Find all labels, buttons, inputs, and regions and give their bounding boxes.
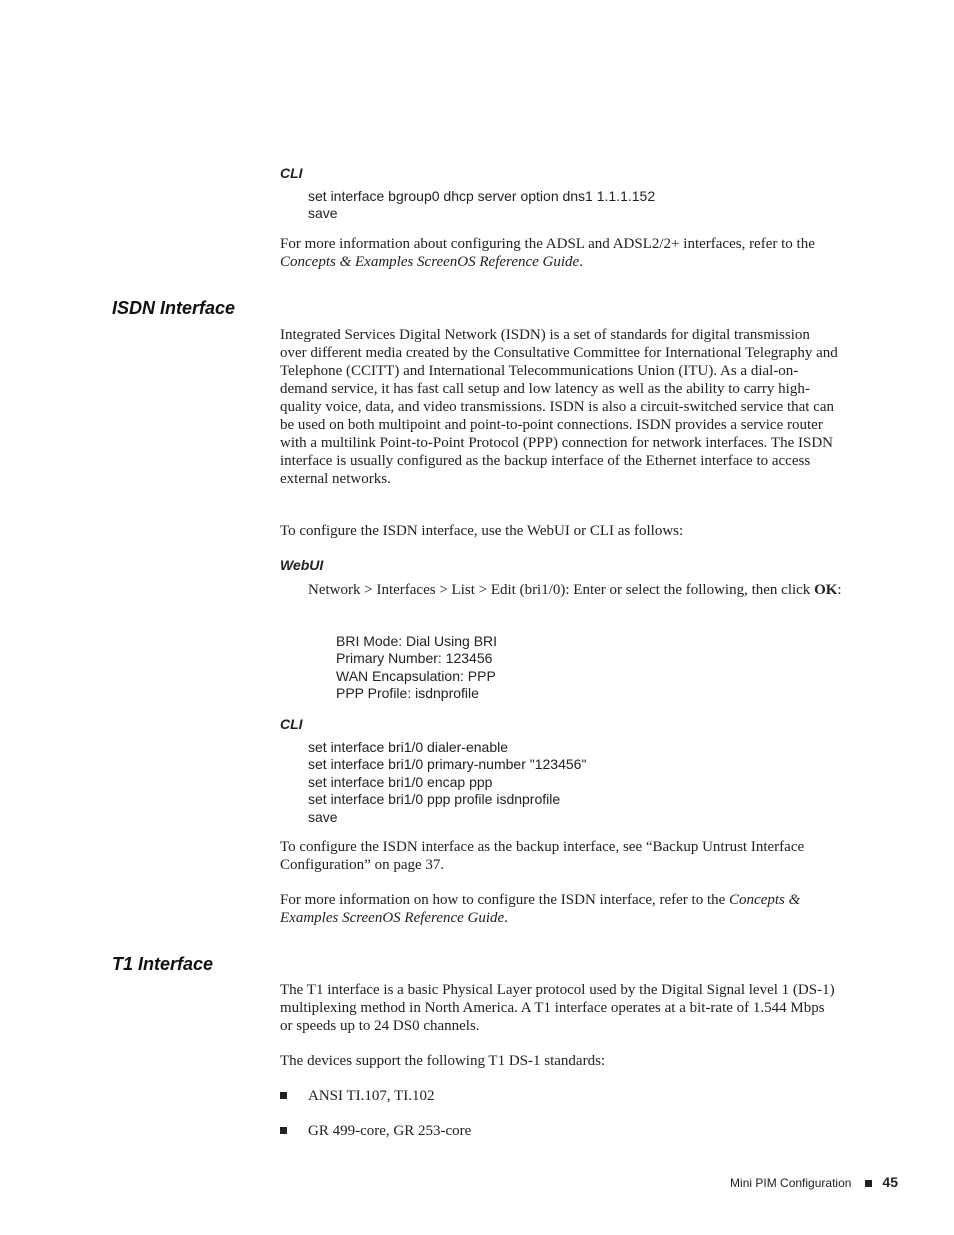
list-item-text: GR 499-core, GR 253-core: [308, 1123, 472, 1139]
section-heading-t1: T1 Interface: [112, 954, 214, 974]
code-line: save: [308, 205, 338, 222]
paragraph-text: Network > Interfaces > List > Edit (bri1/0): Enter or select the following, then click: [308, 582, 815, 598]
code-line: save: [308, 808, 338, 825]
code-line: set interface bri1/0 encap ppp: [308, 773, 493, 790]
list-item: [280, 1087, 840, 1107]
list-item-text: ANSI TI.107, TI.102: [308, 1088, 435, 1104]
backup-interface-paragraph: To configure the ISDN interface as the backup interface, see “Backup Untrust Interface Configuration” on page 37.: [280, 839, 805, 873]
bullet-icon: [280, 1092, 287, 1099]
isdn-reference-paragraph: [280, 891, 840, 927]
footer-section-title: Mini PIM Configuration: [730, 1176, 852, 1190]
paragraph-text: For more information on how to configure the ISDN interface, refer to the: [280, 892, 730, 908]
page-footer: [600, 1174, 898, 1190]
webui-navigation-paragraph: [308, 581, 843, 599]
t1-support-paragraph: The devices support the following T1 DS-1 standards:: [280, 1053, 606, 1069]
code-line: set interface bri1/0 ppp profile isdnprofile: [308, 791, 561, 808]
paragraph-text: .: [504, 910, 508, 926]
reference-guide-title: Concepts & Examples ScreenOS Reference Guide: [280, 254, 580, 270]
cli-code-block: [308, 739, 586, 826]
webui-settings-list: [336, 633, 497, 703]
code-line: set interface bri1/0 dialer-enable: [308, 739, 509, 755]
adsl-reference-paragraph: [280, 235, 840, 271]
paragraph-text: For more information about configuring the ADSL and ADSL2/2+ interfaces, refer to the: [280, 236, 815, 252]
cli-label: CLI: [280, 165, 303, 181]
bullet-icon: [280, 1127, 287, 1134]
cli-label: CLI: [280, 716, 303, 732]
ok-button-label: OK: [814, 582, 838, 598]
webui-label: WebUI: [280, 557, 324, 573]
cli-code-block: [308, 188, 655, 223]
paragraph-text: .: [579, 254, 583, 270]
reference-guide-title: Concepts & Examples ScreenOS Reference Guide: [280, 892, 801, 926]
isdn-configure-paragraph: To configure the ISDN interface, use the WebUI or CLI as follows:: [280, 523, 684, 539]
setting-line: WAN Encapsulation: PPP: [336, 667, 496, 684]
setting-line: Primary Number: 123456: [336, 650, 493, 667]
paragraph-text: :: [837, 582, 842, 598]
isdn-intro-paragraph: Integrated Services Digital Network (ISDN) is a set of standards for digital transmission over different media created by the Consultative Committee for International Telegraphy and Telephone (CCITT) and International Telecommunications Union (ITU). As a dial-on-demand service, it has fast call setup and low latency as well as the ability to carry high-quality voice, data, and video transmissions. ISDN is also a circuit-switched service that can be used on both multipoint and point-to-point connections. ISDN provides a service router with a multilink Point-to-Point Protocol (PPP) connection for network interfaces. The ISDN interface is usually configured as the backup interface of the Ethernet interface to access external networks.: [280, 327, 838, 487]
code-line: set interface bri1/0 primary-number "123456": [308, 756, 587, 773]
footer-separator-icon: [865, 1180, 872, 1187]
t1-intro-paragraph: The T1 interface is a basic Physical Layer protocol used by the Digital Signal level 1 (DS-1) multiplexing method in North America. A T1 interface operates at a bit-rate of 1.544 Mbps or speeds up to 24 DS0 channels.: [280, 982, 835, 1034]
page-number: 45: [882, 1174, 898, 1190]
setting-line: BRI Mode: Dial Using BRI: [336, 633, 498, 649]
code-line: set interface bgroup0 dhcp server option dns1 1.1.1.152: [308, 188, 656, 204]
list-item: [280, 1122, 840, 1142]
section-heading-isdn: ISDN Interface: [112, 298, 236, 318]
setting-line: PPP Profile: isdnprofile: [336, 685, 479, 702]
